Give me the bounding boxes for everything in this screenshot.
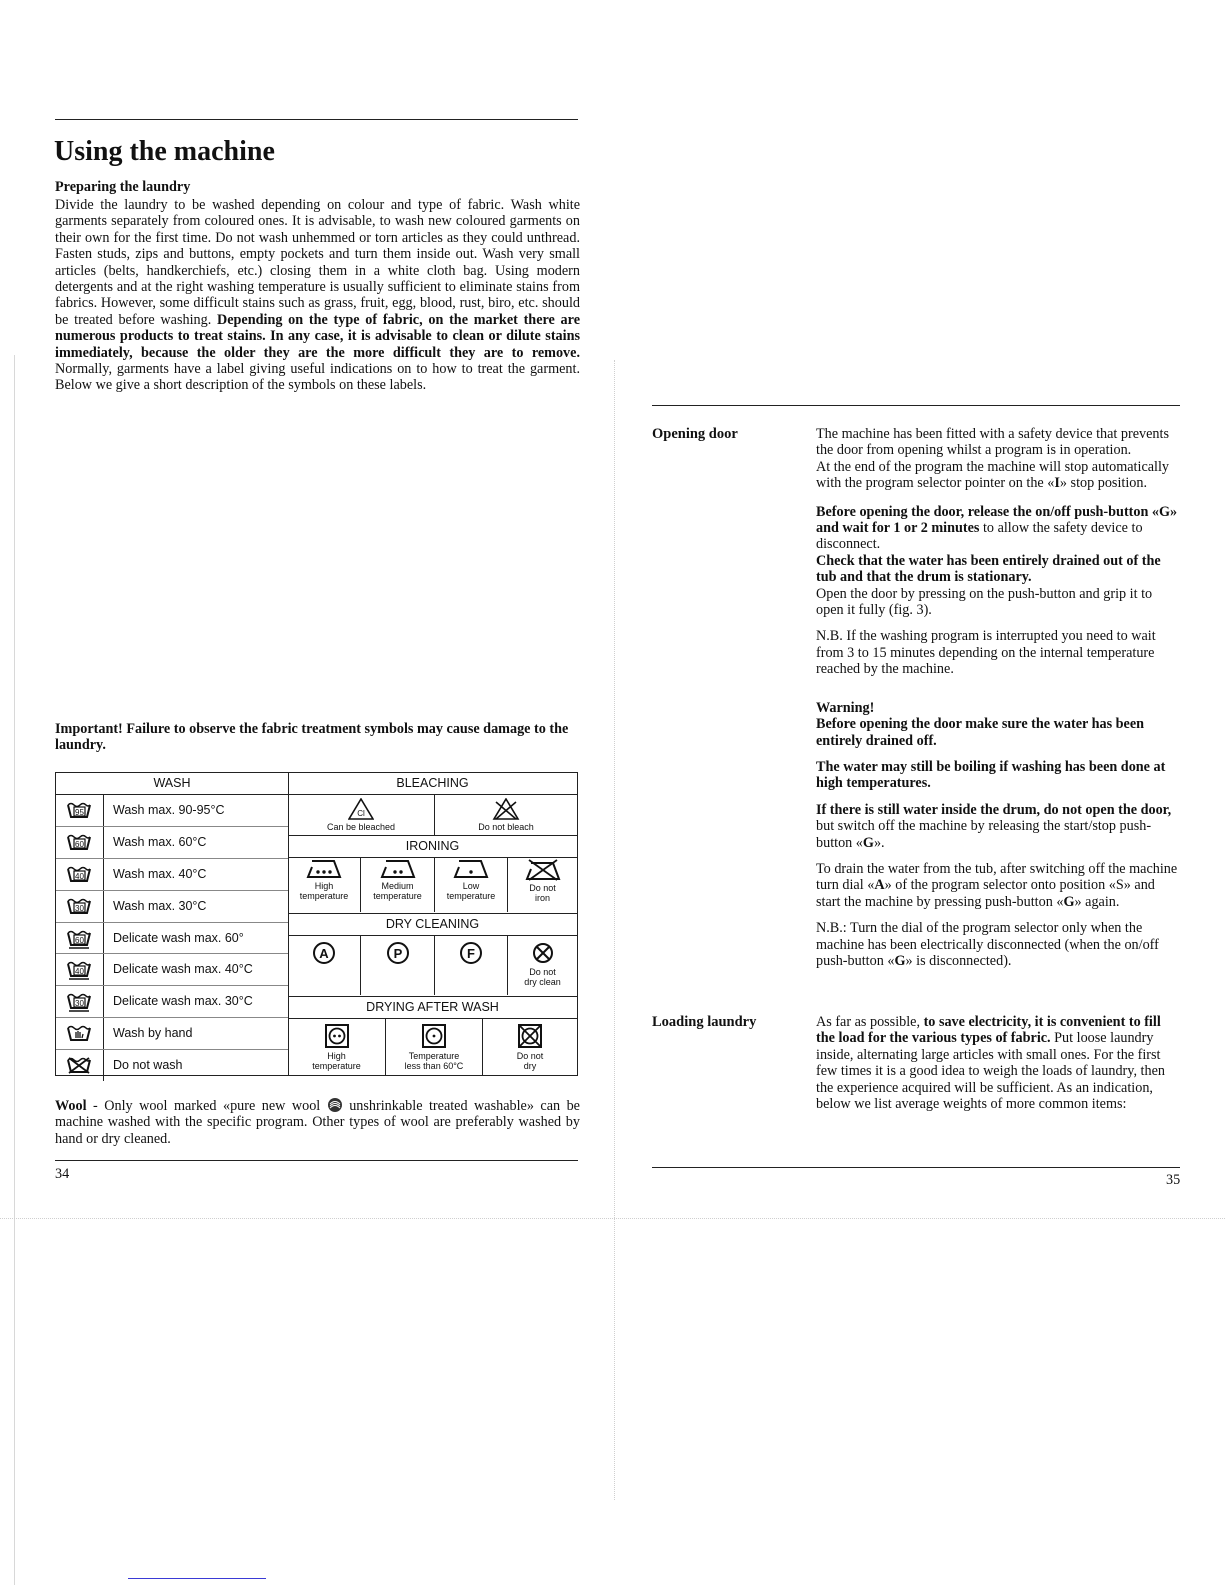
wash-label: Wash max. 90-95°C xyxy=(113,803,225,817)
wash-tub-icon xyxy=(66,1024,92,1044)
wash-row xyxy=(56,1018,288,1050)
od-paragraph-1: The machine has been fitted with a safety device that prevents the door from opening whilst a program is in operation. xyxy=(816,426,1169,459)
wash-tub-icon xyxy=(66,1056,92,1076)
wash-icon-cell xyxy=(56,795,104,826)
wash-tub-icon xyxy=(66,833,92,853)
right-bottom-rule xyxy=(652,1167,1180,1168)
svg-text:60: 60 xyxy=(75,935,84,945)
still-water-paragraph: If there is still water inside the drum, do not open the door, but switch off the machine by releasing the start/stop push-button «G». xyxy=(816,801,1172,851)
loading-laundry-text: As far as possible, to save electricity, it is convenient to fill the load for the various types of fabric. Put loose laundry inside, alternating large articles with small ones. For the first few times it is a good idea to weigh the loads of laundry, then the experience acquired will be sufficient. As an indication, below we list average weights of more common items: xyxy=(816,1014,1165,1113)
wool-label: Wool xyxy=(55,1098,87,1114)
no-tumble-dry-icon xyxy=(517,1023,543,1049)
boiling-warning: The water may still be boiling if washing has been done at high temperatures. xyxy=(816,758,1166,792)
od-paragraph-5: Open the door by pressing on the push-button and grip it to open it fully (fig. 3). xyxy=(816,585,1153,619)
wash-label: Do not wash xyxy=(113,1058,183,1073)
wash-tub-icon xyxy=(66,897,92,917)
ironing-header: IRONING xyxy=(288,835,577,858)
wash-label: Delicate wash max. 30°C xyxy=(113,994,253,1009)
bleach-yes-label: Can be bleached xyxy=(326,822,396,832)
section-subtitle: Preparing the laundry xyxy=(55,179,191,195)
wash-row xyxy=(56,795,288,827)
wash-label: Wash max. 60°C xyxy=(113,834,207,849)
wash-icon-cell xyxy=(56,827,104,858)
wash-tub-icon xyxy=(66,801,92,821)
od-paragraph-3: Before opening the door, release the on/off push-button «G» and wait for 1 or 2 minutes to allow the safety device to disconnect. xyxy=(816,503,1178,553)
para1-bold: Depending on the type of fabric, on the market there are numerous products to treat stains. In any case, it is advisable to clean or dilute stains immediately, because the older they are the more difficult they are to remove. xyxy=(55,311,580,361)
warning-text: Before opening the door make sure the water has been entirely drained off. xyxy=(816,716,1145,749)
tumble-dry-low-icon xyxy=(421,1023,447,1049)
od-paragraph-4: Check that the water has been entirely drained out of the tub and that the drum is stationary. xyxy=(816,552,1161,586)
bleach-yes-cell xyxy=(288,795,434,835)
para1-tail: Normally, garments have a label giving useful indications on to how to treat the garment. Below we give a short description of the symbols on these labels. xyxy=(55,361,580,394)
svg-text:95: 95 xyxy=(75,808,84,817)
od-nb-1: N.B. If the washing program is interrupted you need to wait from 3 to 15 minutes depending on the internal temperature reached by the machine. xyxy=(816,628,1156,678)
wash-row xyxy=(56,859,288,891)
iron-three-dots-icon xyxy=(306,859,342,879)
wash-tub-icon xyxy=(66,929,92,949)
wash-row xyxy=(56,1050,288,1081)
svg-text:Cl: Cl xyxy=(357,809,365,818)
iron-medium-cell: Medium temperature xyxy=(361,859,434,901)
wash-tub-icon xyxy=(66,992,92,1012)
wash-row xyxy=(56,923,288,955)
iron-high-cell: High temperature xyxy=(288,859,360,901)
dry-low-cell: Temperature less than 60°C xyxy=(386,1023,482,1071)
bleach-triangle-icon xyxy=(348,798,374,820)
bottom-scan-line xyxy=(0,1218,1225,1219)
od-paragraph-2: At the end of the program the machine will stop automatically with the program selector pointer on the «I» stop position. xyxy=(816,458,1170,492)
dry-clean-a-cell xyxy=(288,941,360,967)
opening-door-heading: Opening door xyxy=(652,426,738,442)
iron-low-cell: Low temperature xyxy=(435,859,507,901)
loading-laundry-heading: Loading laundry xyxy=(652,1014,757,1030)
dry-clean-no-cell: Do not dry clean xyxy=(508,941,577,987)
svg-text:60: 60 xyxy=(75,839,84,849)
iron-two-dots-icon xyxy=(380,859,416,879)
dry-clean-f-icon xyxy=(459,941,483,965)
no-bleach-icon xyxy=(492,798,520,820)
bleaching-header: BLEACHING xyxy=(288,773,577,795)
fabric-symbols-table xyxy=(55,772,578,1076)
svg-text:F: F xyxy=(467,946,475,961)
warning-title: Warning! xyxy=(816,699,875,716)
dry-clean-p-icon xyxy=(386,941,410,965)
important-note: Important! Failure to observe the fabric treatment symbols may cause damage to the laundry. xyxy=(55,721,569,754)
left-top-rule xyxy=(55,119,578,120)
gutter-line xyxy=(614,360,615,1500)
wash-icon-cell xyxy=(56,986,104,1017)
woolmark-icon xyxy=(327,1097,343,1113)
svg-text:P: P xyxy=(393,946,402,961)
wash-icon-cell xyxy=(56,1018,104,1049)
wash-label: Wash max. 40°C xyxy=(113,866,207,881)
dry-clean-p-cell xyxy=(361,941,434,967)
wash-icon-cell xyxy=(56,891,104,922)
footer-blue-line xyxy=(128,1578,266,1579)
left-page-edge xyxy=(14,355,15,1585)
wash-tub-icon xyxy=(66,865,92,885)
wash-label: Delicate wash max. 60° xyxy=(113,930,244,945)
dry-high-cell: High temperature xyxy=(288,1023,385,1071)
wash-icon-cell xyxy=(56,859,104,890)
wash-row xyxy=(56,827,288,859)
wash-row xyxy=(56,954,288,986)
tumble-dry-high-icon xyxy=(324,1023,350,1049)
wash-icon-cell xyxy=(56,1050,104,1081)
dry-cleaning-header: DRY CLEANING xyxy=(288,913,577,936)
para1-normal: Divide the laundry to be washed depending on colour and type of fabric. Wash white garments separately from coloured ones. It is advisable, to wash new coloured garments on their own for the first time. Do not wash unhemmed or torn articles as they could unthread. Fasten studs, zips and buttons, empty pockets and turn them inside out. Wash very small articles (belts, handkerchiefs, etc.) closing them in a white cloth bag. Using modern detergents and at the right washing temperature is usually sufficient to eliminate stains from fabrics. However, some difficult stains such as grass, fruit, egg, blood, rust, biro, etc. should be treated before washing. xyxy=(55,197,580,328)
page-title: Using the machine xyxy=(54,136,275,167)
drying-header: DRYING AFTER WASH xyxy=(288,996,577,1019)
svg-text:30: 30 xyxy=(75,999,84,1009)
right-top-rule xyxy=(652,405,1180,406)
wash-column xyxy=(56,773,289,1075)
svg-text:A: A xyxy=(319,946,329,961)
wash-icon-cell xyxy=(56,923,104,954)
wash-row xyxy=(56,986,288,1018)
bleach-no-label: Do not bleach xyxy=(478,822,534,832)
wash-label: Delicate wash max. 40°C xyxy=(113,962,253,977)
left-page-number: 34 xyxy=(55,1166,70,1182)
wool-paragraph: Wool - Only wool marked «pure new wool unshrinkable treated washable» can be machine washed with the specific program. Other types of wool are preferably washed by hand or dry cleaned. xyxy=(55,1098,580,1147)
bleach-no-cell xyxy=(435,795,577,835)
svg-text:30: 30 xyxy=(75,903,84,913)
opening-door-text xyxy=(816,426,1180,969)
dry-clean-f-cell xyxy=(435,941,507,967)
wash-icon-cell xyxy=(56,954,104,985)
iron-no-cell: Do not iron xyxy=(508,859,577,903)
dry-clean-a-icon xyxy=(312,941,336,965)
care-symbols-column xyxy=(288,773,577,1075)
preparing-paragraph xyxy=(55,197,580,394)
svg-text:40: 40 xyxy=(75,967,84,977)
od-nb-2: N.B.: Turn the dial of the program selector only when the machine has been electrically disconnected (when the on/off push-button «G» is disconnected). xyxy=(816,920,1159,969)
no-dry-clean-icon xyxy=(531,941,555,965)
svg-text:40: 40 xyxy=(75,871,84,881)
right-page-number: 35 xyxy=(1166,1172,1181,1188)
wash-tub-icon xyxy=(66,960,92,980)
wash-label: Wash by hand xyxy=(113,1026,193,1041)
iron-one-dot-icon xyxy=(453,859,489,879)
drain-paragraph: To drain the water from the tub, after switching off the machine turn dial «A» of the program selector onto position «S» and start the machine by pressing push-button «G» again. xyxy=(816,860,1178,910)
no-iron-icon xyxy=(525,859,561,881)
wash-label: Wash max. 30°C xyxy=(113,898,207,913)
dry-no-cell: Do not dry xyxy=(483,1023,577,1071)
wash-header: WASH xyxy=(56,773,288,795)
wash-row xyxy=(56,891,288,923)
left-bottom-rule xyxy=(55,1160,578,1161)
